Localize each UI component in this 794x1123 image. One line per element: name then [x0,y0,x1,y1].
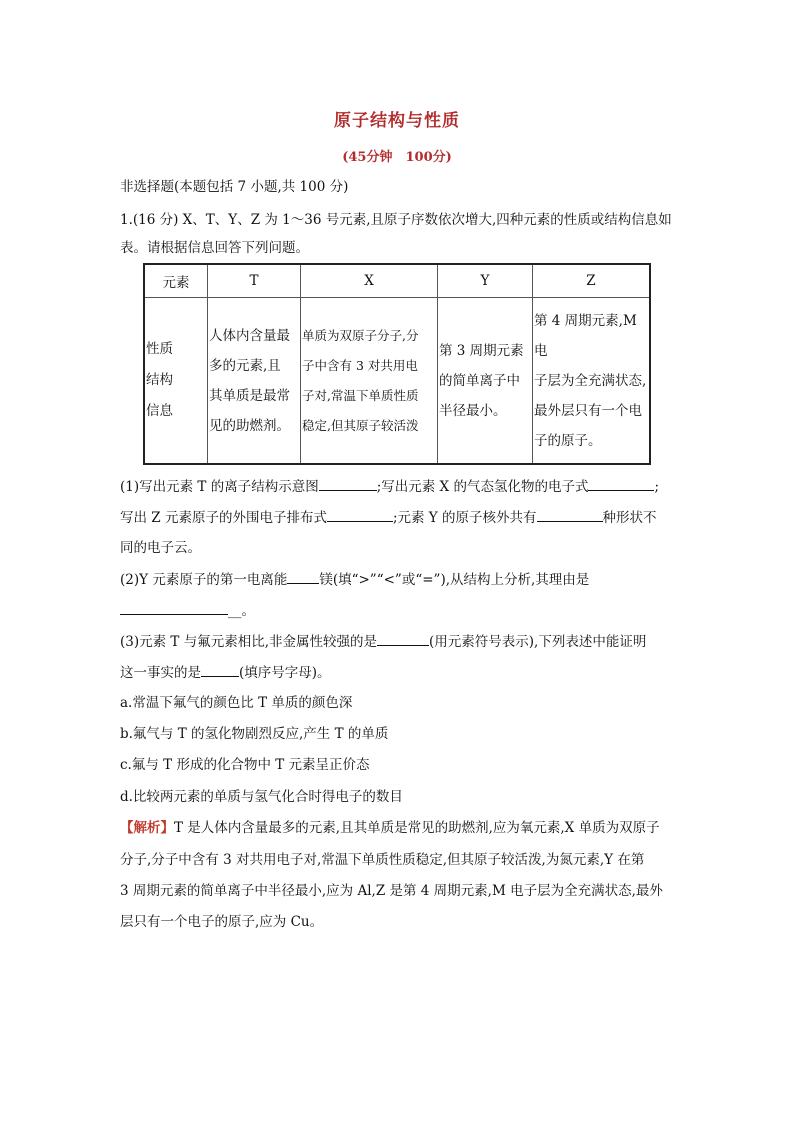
analysis-text: T 是人体内含量最多的元素,且其单质是常见的助燃剂,应为氧元素,X 单质为双原子 [174,820,660,836]
analysis-line-4: 层只有一个电子的原子,应为 Cu。 [120,914,324,930]
question-1-2-line-1 [120,569,589,590]
cell-line: 第 4 周期元素,M 电 [534,312,637,359]
answer-blank[interactable] [588,476,654,491]
analysis-line-2: 分子,分子中含有 3 对共用电子对,常温下单质性质稳定,但其原子较活泼,为氮元素,Y 在第 [120,852,645,868]
question-1-line-2: 表。请根据信息回答下列问题。 [120,240,309,256]
cell-line: 子对,常温下单质性质 [302,387,419,403]
q1-3-text: (用元素符号表示),下列表述中能证明 [429,634,647,650]
q1-1-text: ;写出元素 X 的气态氢化物的电子式 [376,479,589,495]
question-1-line-1: 1.(16 分) X、T、Y、Z 为 1～36 号元素,且原子序数依次增大,四种元素的性质或结构信息如 [120,212,672,228]
table-header-row [144,264,650,298]
analysis-line-1 [120,818,660,838]
element-info-table [143,263,651,465]
header-cell: Y [438,264,533,298]
answer-blank[interactable] [201,662,239,677]
cell-X [301,298,438,465]
cell-line: 子中含有 3 对共用电 [302,357,418,373]
question-1-1-line-2 [120,507,657,528]
answer-blank[interactable] [377,631,429,646]
table-row [144,298,650,465]
question-1-1-line-3: 同的电子云。 [120,540,201,556]
cell-line: 人体内含量最 [209,327,290,344]
q1-3-text: (3)元素 T 与氟元素相比,非金属性较强的是 [120,634,378,650]
cell-line: 第 3 周期元素 [439,342,524,359]
answer-blank[interactable] [120,600,228,615]
analysis-tag: 【解析】 [120,820,174,836]
header-cell: Z [533,264,651,298]
option-b: b.氟气与 T 的氢化物剧烈反应,产生 T 的单质 [120,726,389,742]
cell-line: 最外层只有一个电 [534,402,642,419]
q1-1-text: ; [654,479,660,495]
row-label-line: 结构 [146,372,173,388]
analysis-line-3: 3 周期元素的简单离子中半径最小,应为 Al,Z 是第 4 周期元素,M 电子层为全充满状态,最外 [120,883,663,899]
answer-blank[interactable] [287,569,319,584]
row-label-line: 信息 [146,403,173,419]
cell-line: 多的元素,且 [209,357,281,374]
answer-blank[interactable] [319,476,377,491]
cell-line: 子层为全充满状态, [534,372,647,389]
section-header: 非选择题(本题包括 7 小题,共 100 分) [120,179,349,195]
header-cell: T [208,264,301,298]
cell-line: 单质为双原子分子,分 [302,327,419,343]
q1-2-text: __。 [228,603,255,619]
answer-blank[interactable] [327,507,393,522]
cell-line: 子的原子。 [534,432,602,449]
row-label-line: 性质 [146,341,173,357]
q1-2-text: 镁(填“>”“<”或“=”),从结构上分析,其理由是 [319,572,590,588]
page-subtitle: (45分钟 100分) [342,150,452,165]
question-1-3-line-2 [120,662,331,683]
cell-Y [438,298,533,465]
row-label-cell [144,298,208,465]
option-c: c.氟与 T 形成的化合物中 T 元素呈正价态 [120,757,370,773]
q1-2-text: (2)Y 元素原子的第一电离能 [120,572,288,588]
question-1-1-line-1 [120,476,659,497]
question-1-3-line-1 [120,631,646,652]
header-cell: X [301,264,438,298]
option-a: a.常温下氟气的颜色比 T 单质的颜色深 [120,695,353,711]
cell-T [208,298,301,465]
cell-Z [533,298,651,465]
cell-line: 半径最小。 [439,402,507,419]
q1-1-text: 种形状不 [602,510,657,526]
answer-blank[interactable] [537,507,603,522]
cell-line: 其单质是最常 [209,387,290,404]
question-1-2-line-2 [120,600,255,621]
cell-line: 稳定,但其原子较活泼 [302,417,419,433]
q1-3-text: 这一事实的是 [120,665,201,681]
header-cell: 元素 [144,264,208,298]
cell-line: 的简单离子中 [439,372,520,389]
page-title: 原子结构与性质 [334,111,460,131]
q1-3-text: (填序号字母)。 [239,665,331,681]
option-d: d.比较两元素的单质与氢气化合时得电子的数目 [120,789,403,805]
q1-1-text: (1)写出元素 T 的离子结构示意图 [120,479,319,495]
cell-line: 见的助燃剂。 [209,417,290,434]
q1-1-text: 写出 Z 元素原子的外围电子排布式 [120,510,327,526]
q1-1-text: ;元素 Y 的原子核外共有 [392,510,537,526]
